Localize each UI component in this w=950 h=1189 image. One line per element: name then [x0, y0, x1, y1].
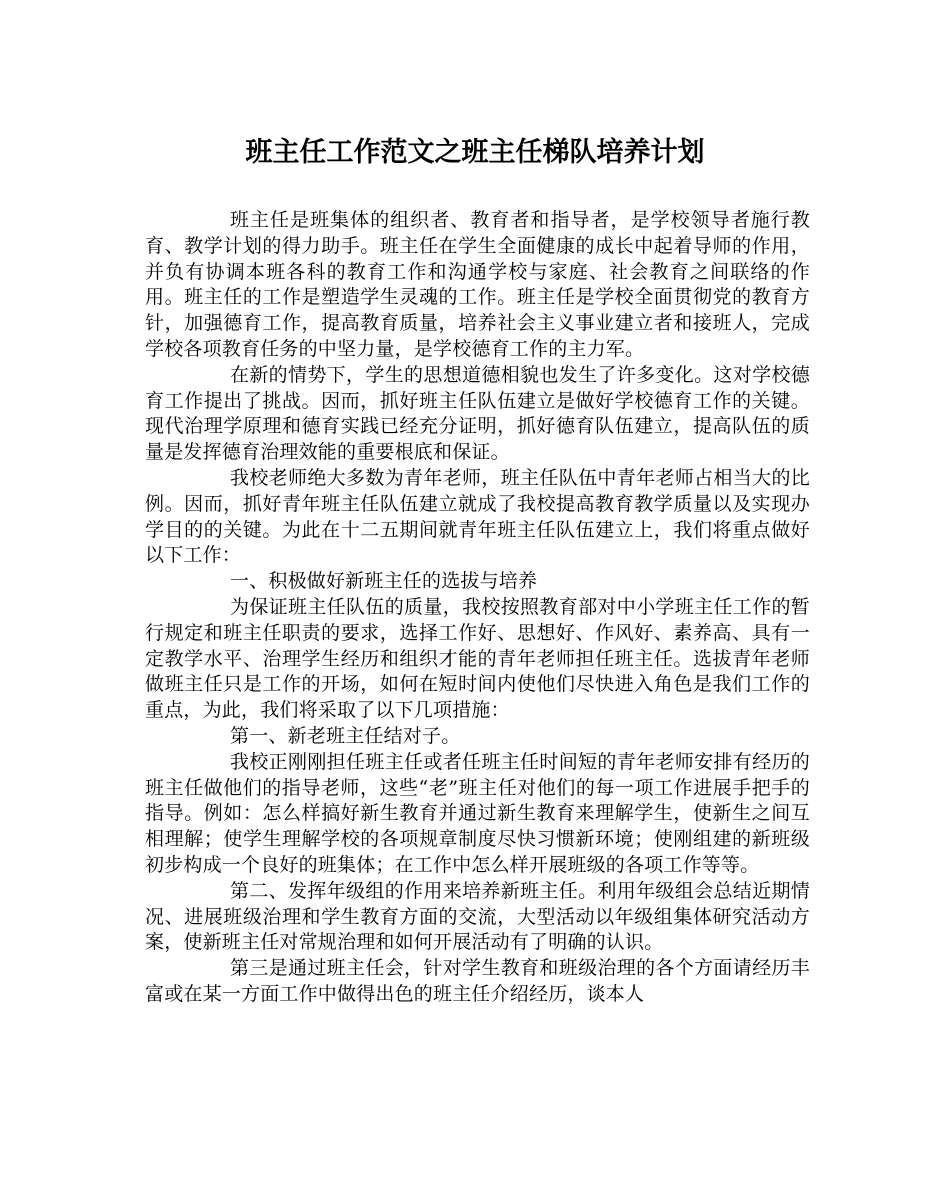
paragraph-situation: 在新的情势下，学生的思想道德相貌也发生了许多变化。这对学校德育工作提出了挑战。因而，抓好班主任队伍建立是做好学校德育工作的关键。现代治理学原理和德育实践已经充分证明，抓好德育队伍建立，提高队伍的质量是发挥德育治理效能的重要根底和保证。	[145, 363, 810, 464]
paragraph-grade-group: 第二、发挥年级组的作用来培养新班主任。利用年级组会总结近期情况、进展班级治理和学生教育方面的交流，大型活动以年级组集体研究活动方案，使新班主任对常规治理和如何开展活动有了明确的认识。	[145, 879, 810, 954]
document-body	[145, 208, 810, 1008]
paragraph-young-teachers: 我校老师绝大多数为青年老师，班主任队伍中青年老师占相当大的比例。因而，抓好青年班主任队伍建立就成了我校提高教育教学质量以及实现办学目的的关键。为此在十二五期间就青年班主任队伍建立上，我们将重点做好以下工作：	[145, 466, 810, 567]
paragraph-mentoring: 我校正刚刚担任班主任或者任班主任时间短的青年老师安排有经历的班主任做他们的指导老师，这些“老”班主任对他们的每一项工作进展手把手的指导。例如：怎么样搞好新生教育并通过新生教育来理解学生，使新生之间互相理解；使学生理解学校的各项规章制度尽快习惯新环境；使刚组建的新班级初步构成一个良好的班集体；在工作中怎么样开展班级的各项工作等等。	[145, 750, 810, 876]
section-heading-selection: 一、积极做好新班主任的选拔与培养	[230, 570, 538, 593]
document-title: 班主任工作范文之班主任梯队培养计划	[245, 137, 705, 168]
paragraph-intro: 班主任是班集体的组织者、教育者和指导者，是学校领导者施行教育、教学计划的得力助手。班主任在学生全面健康的成长中起着导师的作用，并负有协调本班各科的教育工作和沟通学校与家庭、社会教育之间联络的作用。班主任的工作是塑造学生灵魂的工作。班主任是学校全面贯彻党的教育方针，加强德育工作，提高教育质量，培养社会主义事业建立者和接班人，完成学校各项教育任务的中坚力量，是学校德育工作的主力军。	[145, 209, 810, 360]
paragraph-meeting: 第三是通过班主任会，针对学生教育和班级治理的各个方面请经历丰富或在某一方面工作中做得出色的班主任介绍经历，谈本人	[145, 957, 810, 1005]
measure-heading-first: 第一、新老班主任结对子。	[230, 724, 461, 747]
paragraph-selection: 为保证班主任队伍的质量，我校按照教育部对中小学班主任工作的暂行规定和班主任职责的要求，选择工作好、思想好、作风好、素养高、具有一定教学水平、治理学生经历和组织才能的青年老师担任班主任。选拔青年老师做班主任只是工作的开场，如何在短时间内使他们尽快进入角色是我们工作的重点，为此，我们将采取了以下几项措施：	[145, 595, 810, 722]
